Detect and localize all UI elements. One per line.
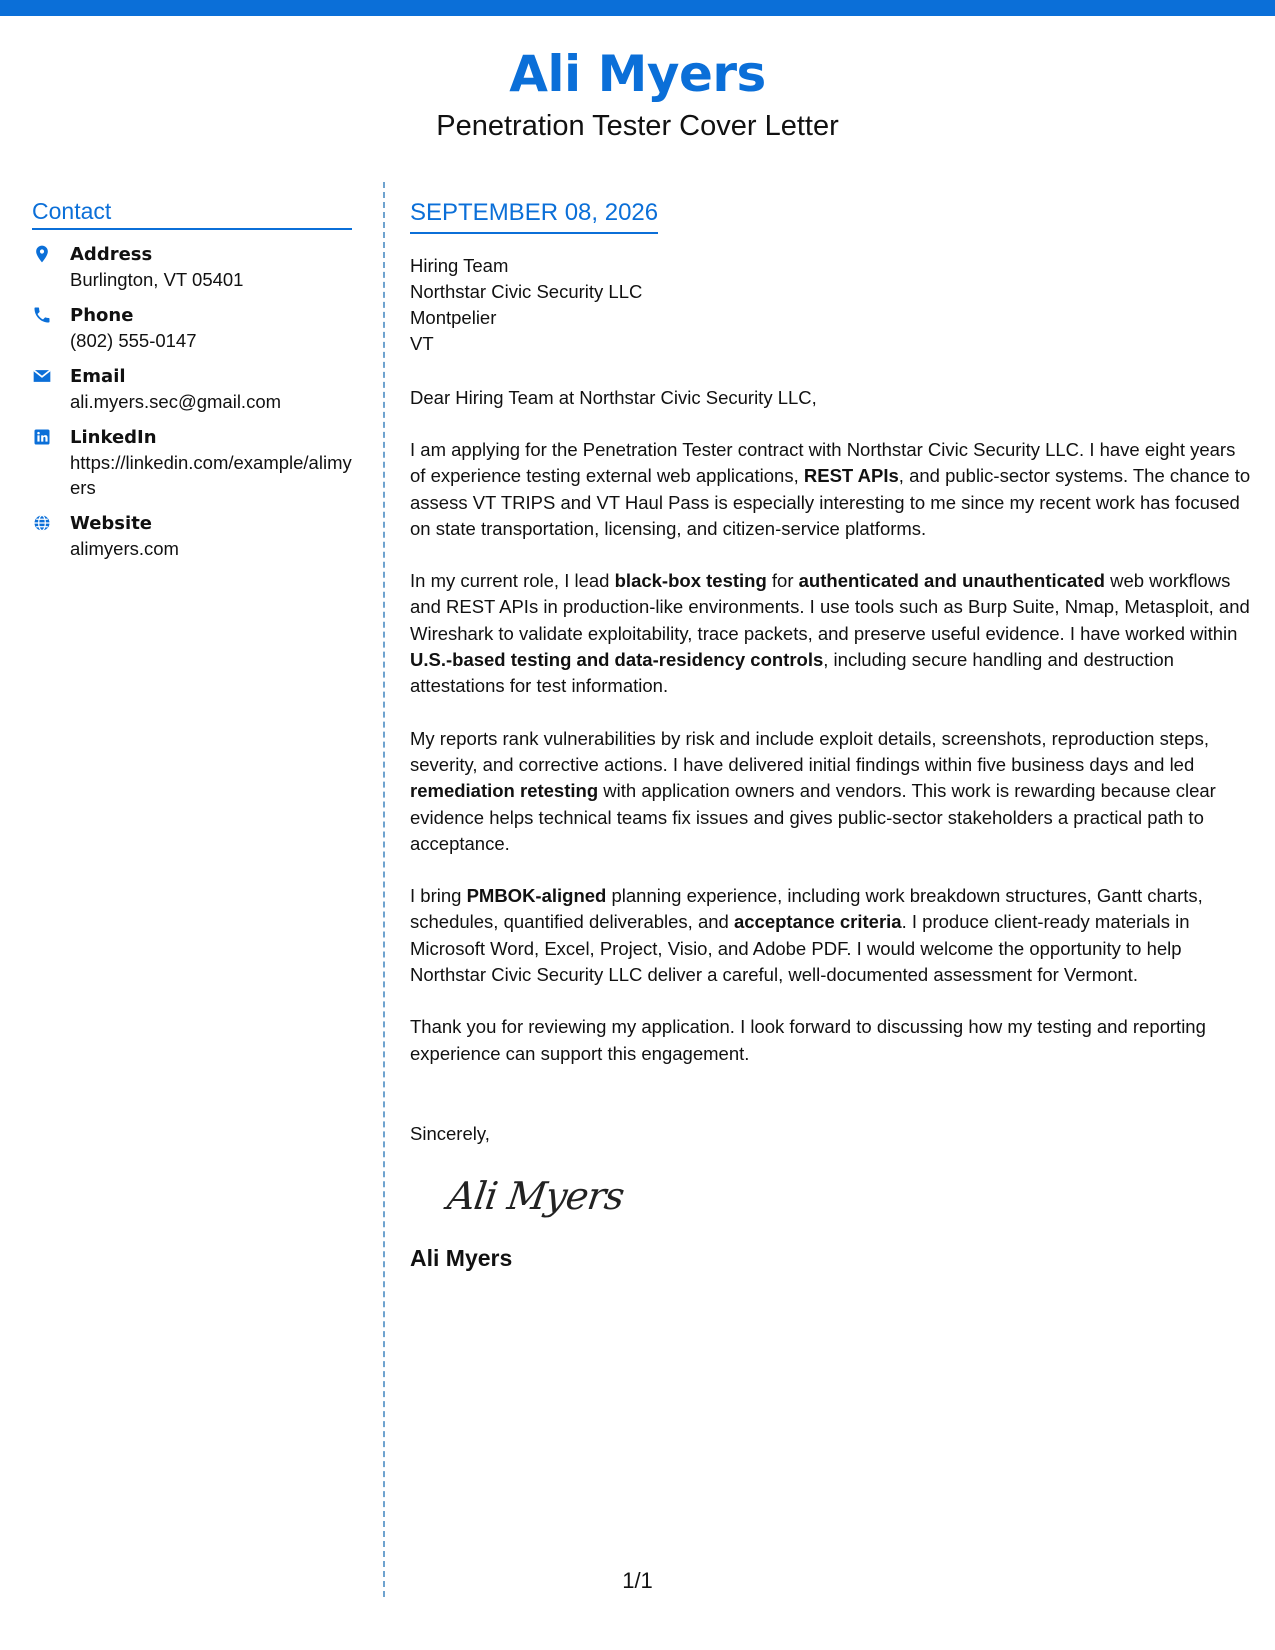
- contact-item-email: [32, 364, 352, 414]
- email-icon: [32, 364, 70, 414]
- paragraph-text: My reports rank vulnerabilities by risk and include exploit details, screenshots, reproduction steps, severity, and corrective actions. I have delivered initial findings within five business days and led: [410, 727, 1209, 775]
- document-subtitle: Penetration Tester Cover Letter: [436, 110, 839, 142]
- contact-value: Burlington, VT 05401: [70, 269, 244, 290]
- emphasis-text: REST APIs: [803, 465, 899, 487]
- contact-value: alimyers.com: [70, 538, 179, 559]
- paragraph-text: I bring: [410, 885, 467, 907]
- recipient-line: Montpelier: [410, 307, 497, 328]
- contact-label: Website: [70, 513, 153, 534]
- paragraph-text: for: [766, 570, 799, 592]
- paragraph-text: web workflows and REST APIs in production-like environments. I use tools such as Burp Suite, Nmap, Metasploit, and Wireshark to validate exploitability, trace packets, and preserve useful evidence. I have worked within: [410, 570, 1250, 644]
- paragraph-text: I am applying for the Penetration Tester contract with Northstar Civic Security LLC. I have eight years of experience testing external web applications,: [410, 439, 1236, 487]
- recipient-block: [410, 253, 1252, 357]
- contact-sidebar: [32, 196, 352, 572]
- map-pin-icon: [32, 242, 70, 292]
- linkedin-icon: [32, 425, 70, 500]
- phone-icon: [32, 303, 70, 353]
- top-accent-bar: [0, 0, 1275, 16]
- paragraph-text: planning experience, including work breakdown structures, Gantt charts, schedules, quantified deliverables, and: [410, 885, 1203, 933]
- emphasis-text: U.S.-based testing and data-residency controls: [410, 649, 824, 671]
- emphasis-text: black-box testing: [614, 570, 767, 592]
- contact-value: (802) 555-0147: [70, 330, 197, 351]
- contact-value: ali.myers.sec@gmail.com: [70, 391, 282, 412]
- body-paragraph: [410, 726, 1252, 857]
- page-number: 1/1: [622, 1568, 653, 1593]
- contact-value: https://linkedin.com/example/alimyers: [70, 452, 352, 498]
- paragraph-text: . I produce client-ready materials in Microsoft Word, Excel, Project, Visio, and Adobe PDF. I would welcome the opportunity to help Northstar Civic Security LLC deliver a careful, well-documented assessment for Vermont.: [410, 911, 1190, 986]
- handwritten-signature: Ali Myers: [444, 1173, 627, 1218]
- emphasis-text: authenticated and unauthenticated: [798, 570, 1105, 592]
- letter-paragraphs: [410, 437, 1252, 1067]
- column-divider: [383, 182, 385, 1597]
- emphasis-text: PMBOK-aligned: [466, 885, 607, 907]
- contact-label: Phone: [70, 305, 134, 326]
- contact-label: Email: [70, 366, 126, 387]
- letter-body: [410, 196, 1252, 1273]
- body-paragraph: [410, 1014, 1252, 1067]
- paragraph-text: In my current role, I lead: [410, 570, 615, 592]
- contact-item-linkedin: [32, 425, 352, 500]
- recipient-line: VT: [410, 333, 434, 354]
- body-paragraph: [410, 568, 1252, 699]
- paragraph-text: with application owners and vendors. This work is rewarding because clear evidence helps technical teams fix issues and gives public-sector stakeholders a practical path to acceptance.: [410, 780, 1216, 854]
- paragraph-text: Thank you for reviewing my application. I look forward to discussing how my testing and reporting experience can support this engagement.: [410, 1016, 1206, 1064]
- recipient-line: Hiring Team: [410, 255, 509, 276]
- contact-item-website: [32, 511, 352, 561]
- body-paragraph: [410, 437, 1252, 542]
- paragraph-text: , including secure handling and destruction attestations for test information.: [410, 649, 1174, 697]
- emphasis-text: acceptance criteria: [733, 911, 902, 933]
- header: [0, 40, 1275, 144]
- body-paragraph: [410, 883, 1252, 988]
- closing: Sincerely,: [410, 1122, 490, 1144]
- paragraph-text: , and public-sector systems. The chance to assess VT TRIPS and VT Haul Pass is especially interesting to me since my recent work has focused on state transportation, licensing, and citizen-service platforms.: [410, 465, 1251, 539]
- globe-icon: [32, 511, 70, 561]
- letter-date: SEPTEMBER 08, 2026: [410, 196, 658, 234]
- emphasis-text: remediation retesting: [410, 780, 599, 802]
- contact-label: LinkedIn: [70, 427, 157, 448]
- contact-heading: Contact: [32, 196, 352, 230]
- signer-name: Ali Myers: [410, 1244, 513, 1271]
- contact-item-address: [32, 242, 352, 292]
- recipient-line: Northstar Civic Security LLC: [410, 281, 643, 302]
- applicant-name: Ali Myers: [509, 45, 766, 103]
- contact-label: Address: [70, 244, 153, 265]
- contact-list: [32, 242, 352, 561]
- contact-item-phone: [32, 303, 352, 353]
- salutation: Dear Hiring Team at Northstar Civic Security LLC,: [410, 387, 817, 408]
